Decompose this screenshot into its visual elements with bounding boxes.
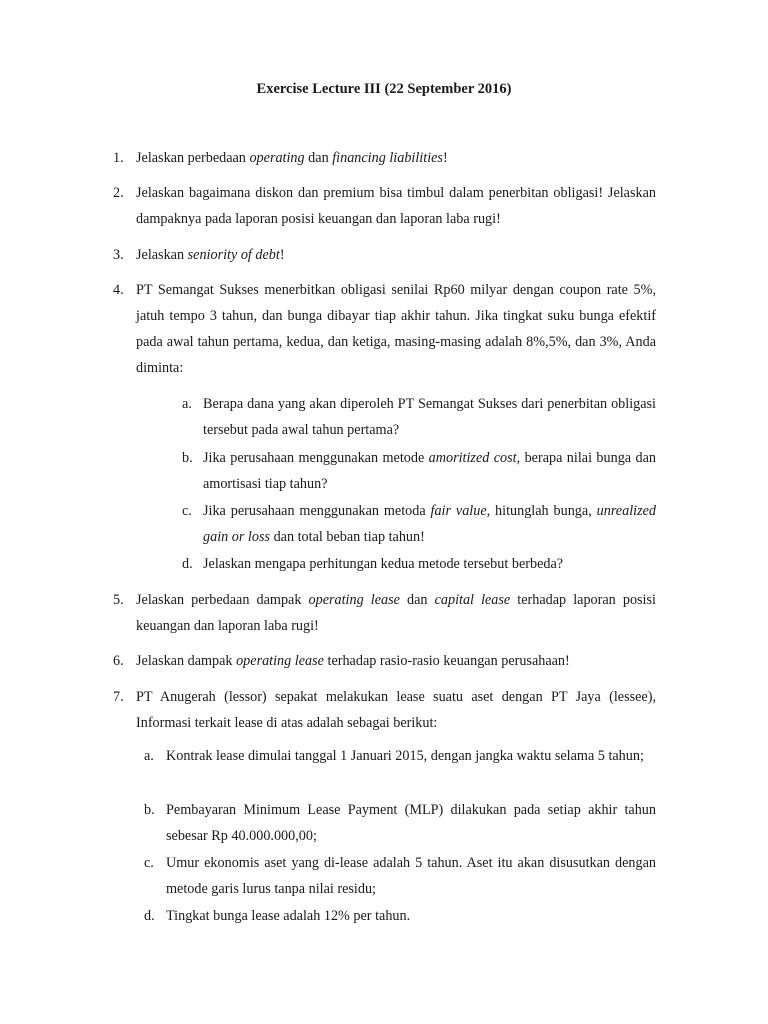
text-run: terhadap rasio-rasio keuangan perusahaan! [323,653,570,669]
text-run: dan [304,150,333,166]
list-marker: c. [144,855,154,871]
italic-term: capital lease [434,592,511,608]
list-item-text [136,180,656,232]
text-run: Jelaskan mengapa perhitungan kedua metode tersebut berbeda? [203,556,564,572]
list-item-text [136,145,656,171]
list-item-text [166,903,656,929]
text-run: , berapa nilai bunga dan amortisasi tiap tahun? [203,450,656,492]
list-item-text [166,743,656,769]
italic-term: unrealized gain or loss [203,503,656,545]
italic-term: operating [249,150,305,166]
italic-term: fair value, [430,503,491,519]
list-marker: 7. [113,689,124,705]
italic-term: operating lease [308,592,400,608]
text-run: Jika perusahaan menggunakan metode [203,450,429,466]
list-marker: c. [182,503,192,519]
list-marker: d. [182,556,193,572]
list-item-text [136,648,656,674]
italic-term: seniority of debt [187,247,280,263]
text-run: Jelaskan [136,247,188,263]
list-marker: a. [144,748,154,764]
text-run: ! [442,150,448,166]
text-run: terhadap laporan posisi keuangan dan laporan laba rugi! [136,592,656,634]
text-run: Jika perusahaan menggunakan metoda [203,503,431,519]
list-marker: b. [144,802,155,818]
italic-term: financing liabilities [332,150,443,166]
italic-term: amoritized cost [428,450,517,466]
text-run: dan total beban tiap tahun! [270,529,425,545]
page-title: Exercise Lecture III (22 September 2016) [256,81,512,97]
text-run: Kontrak lease dimulai tanggal 1 Januari 2015, dengan jangka waktu selama 5 tahun; [166,748,644,764]
list-item-text [166,850,656,902]
text-run: Berapa dana yang akan diperoleh PT Semangat Sukses dari penerbitan obligasi tersebut pada awal tahun pertama? [203,396,656,438]
text-run: ! [279,247,285,263]
list-marker: 1. [113,150,124,166]
list-marker: 5. [113,592,124,608]
text-run: dan [399,592,435,608]
list-marker: a. [182,396,192,412]
list-item-text [203,551,656,577]
list-item-text [136,684,656,736]
text-run: Jelaskan perbedaan [136,150,250,166]
text-run: Jelaskan dampak [136,653,237,669]
text-run: PT Anugerah (lessor) sepakat melakukan lease suatu aset dengan PT Jaya (lessee), Informasi terkait lease di atas adalah sebagai berikut: [136,689,656,731]
text-run: hitunglah bunga, [490,503,597,519]
list-marker: 4. [113,282,124,298]
list-marker: 3. [113,247,124,263]
list-marker: d. [144,908,155,924]
list-item-text [203,445,656,497]
list-item-text [203,498,656,550]
text-run: Tingkat bunga lease adalah 12% per tahun. [166,908,411,924]
list-item-text [136,242,656,268]
list-item-text [203,391,656,443]
list-marker: 6. [113,653,124,669]
text-run: Jelaskan perbedaan dampak [136,592,309,608]
italic-term: operating lease [236,653,324,669]
list-item-text [136,277,656,381]
list-item-text [166,797,656,849]
list-marker: b. [182,450,193,466]
text-run: Umur ekonomis aset yang di-lease adalah 5 tahun. Aset itu akan disusutkan dengan metode garis lurus tanpa nilai residu; [166,855,656,897]
text-run: Jelaskan bagaimana diskon dan premium bisa timbul dalam penerbitan obligasi! Jelaskan dampaknya pada laporan posisi keuangan dan laporan laba rugi! [136,185,656,227]
text-run: PT Semangat Sukses menerbitkan obligasi senilai Rp60 milyar dengan coupon rate 5%, jatuh tempo 3 tahun, dan bunga dibayar tiap akhir tahun. Jika tingkat suku bunga efektif pada awal tahun pertama, kedua, dan ketiga, masing-masing adalah 8%,5%, dan 3%, Anda diminta: [136,282,656,376]
list-item-text [136,587,656,639]
text-run: Pembayaran Minimum Lease Payment (MLP) dilakukan pada setiap akhir tahun sebesar Rp 40.000.000,00; [166,802,656,844]
list-marker: 2. [113,185,124,201]
